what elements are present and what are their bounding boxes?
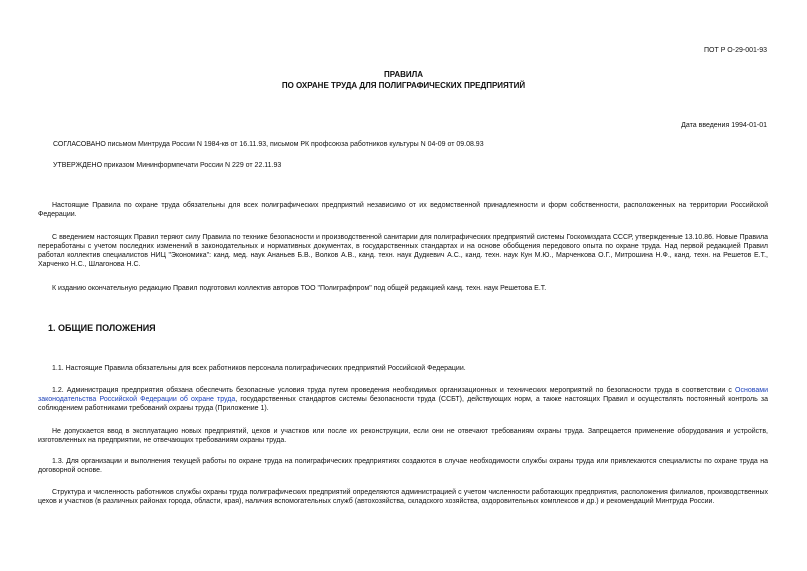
paragraph-1-2 [38,386,768,413]
preamble-paragraph-2: С введением настоящих Правил теряют силу Правила по технике безопасности и производственной санитарии для полиграфических предприятий системы Госкомиздата СССР, утвержденные 13.10.86. Новые Правила переработаны с учетом последних изменений в законодательных и нормативных документах, в государственных стандартах и на основе обобщения передового опыта по охране труда. Над первой редакцией Правил работал коллектив специалистов НИЦ "Экономика": канд. мед. наук Ананьев Б.В., Волков А.В., канд. техн. наук Дудкевич А.С., канд. техн. наук Кун М.Ю., Марченкова О.Г., Митрошина Н.Ф., канд. техн. на Решетов Е.Т., Харченко Н.С., Шлагонова Н.С. [38,234,768,268]
paragraph-1-3: 1.3. Для организации и выполнения текущей работы по охране труда на полиграфических предприятиях создаются в случае необходимости службы охраны труда или привлекаются специалисты по охране труда на договорной основе. [38,458,768,474]
agreed-line: СОГЛАСОВАНО письмом Минтруда России N 1984-кв от 16.11.93, письмом РК профсоюза работников культуры N 04-09 от 09.08.93 [53,141,484,148]
paragraph-1-1: 1.1. Настоящие Правила обязательны для всех работников персонала полиграфических предприятий Российской Федерации. [52,365,466,372]
title-line-1: ПРАВИЛА [383,70,424,79]
introduction-date: Дата введения 1994-01-01 [681,122,767,129]
section-heading-general: 1. ОБЩИЕ ПОЛОЖЕНИЯ [48,323,156,333]
paragraph-service-structure: Структура и численность работников службы охраны труда полиграфических предприятий определяются администрацией с учетом численности работающих предприятия, расположения филиалов, производственных цехов и участков (в различных районах города, области, края), наличия вспомогательных служб (автохозяйства, складского хозяйства, оздоровительных комплексов и др.) и рекомендаций Минтруда России. [38,489,768,505]
preamble-paragraph-3: К изданию окончательную редакцию Правил подготовил коллектив авторов ТОО "Полиграфпром" под общей редакцией канд. техн. наук Решетова Е.Т. [52,285,547,292]
document-title [0,69,807,91]
title-line-2: ПО ОХРАНЕ ТРУДА ДЛЯ ПОЛИГРАФИЧЕСКИХ ПРЕДПРИЯТИЙ [281,81,526,90]
preamble-paragraph-1: Настоящие Правила по охране труда обязательны для всех полиграфических предприятий независимо от их ведомственной принадлежности и форм собственности, расположенных на территории Российской Федерации. [38,202,768,218]
paragraph-no-admission: Не допускается ввод в эксплуатацию новых предприятий, цехов и участков или после их реконструкции, если они не отвечают требованиям охраны труда. Запрещается применение оборудования и устройств, изготовленных на предприятии, не отвечающих требованиям охраны труда. [38,428,768,444]
approved-line: УТВЕРЖДЕНО приказом Мининформпечати России N 229 от 22.11.93 [53,162,282,169]
paragraph-1-2-text-start: 1.2. Администрация предприятия обязана обеспечить безопасные условия труда путем проведения необходимых организационных и технических мероприятий по безопасности труда в соответствии с [52,387,736,394]
document-code: ПОТ Р О-29-001-93 [704,47,767,54]
paragraph-1-2-text-end: , государственных стандартов системы безопасности труда (ССБТ), действующих норм, а также настоящих Правил и осуществлять постоянный контроль за соблюдением работниками требований охраны труда (Приложение 1). [38,396,769,412]
labor-law-link[interactable]: Основами законодательства Российской Федерации об охране труда [38,387,768,403]
